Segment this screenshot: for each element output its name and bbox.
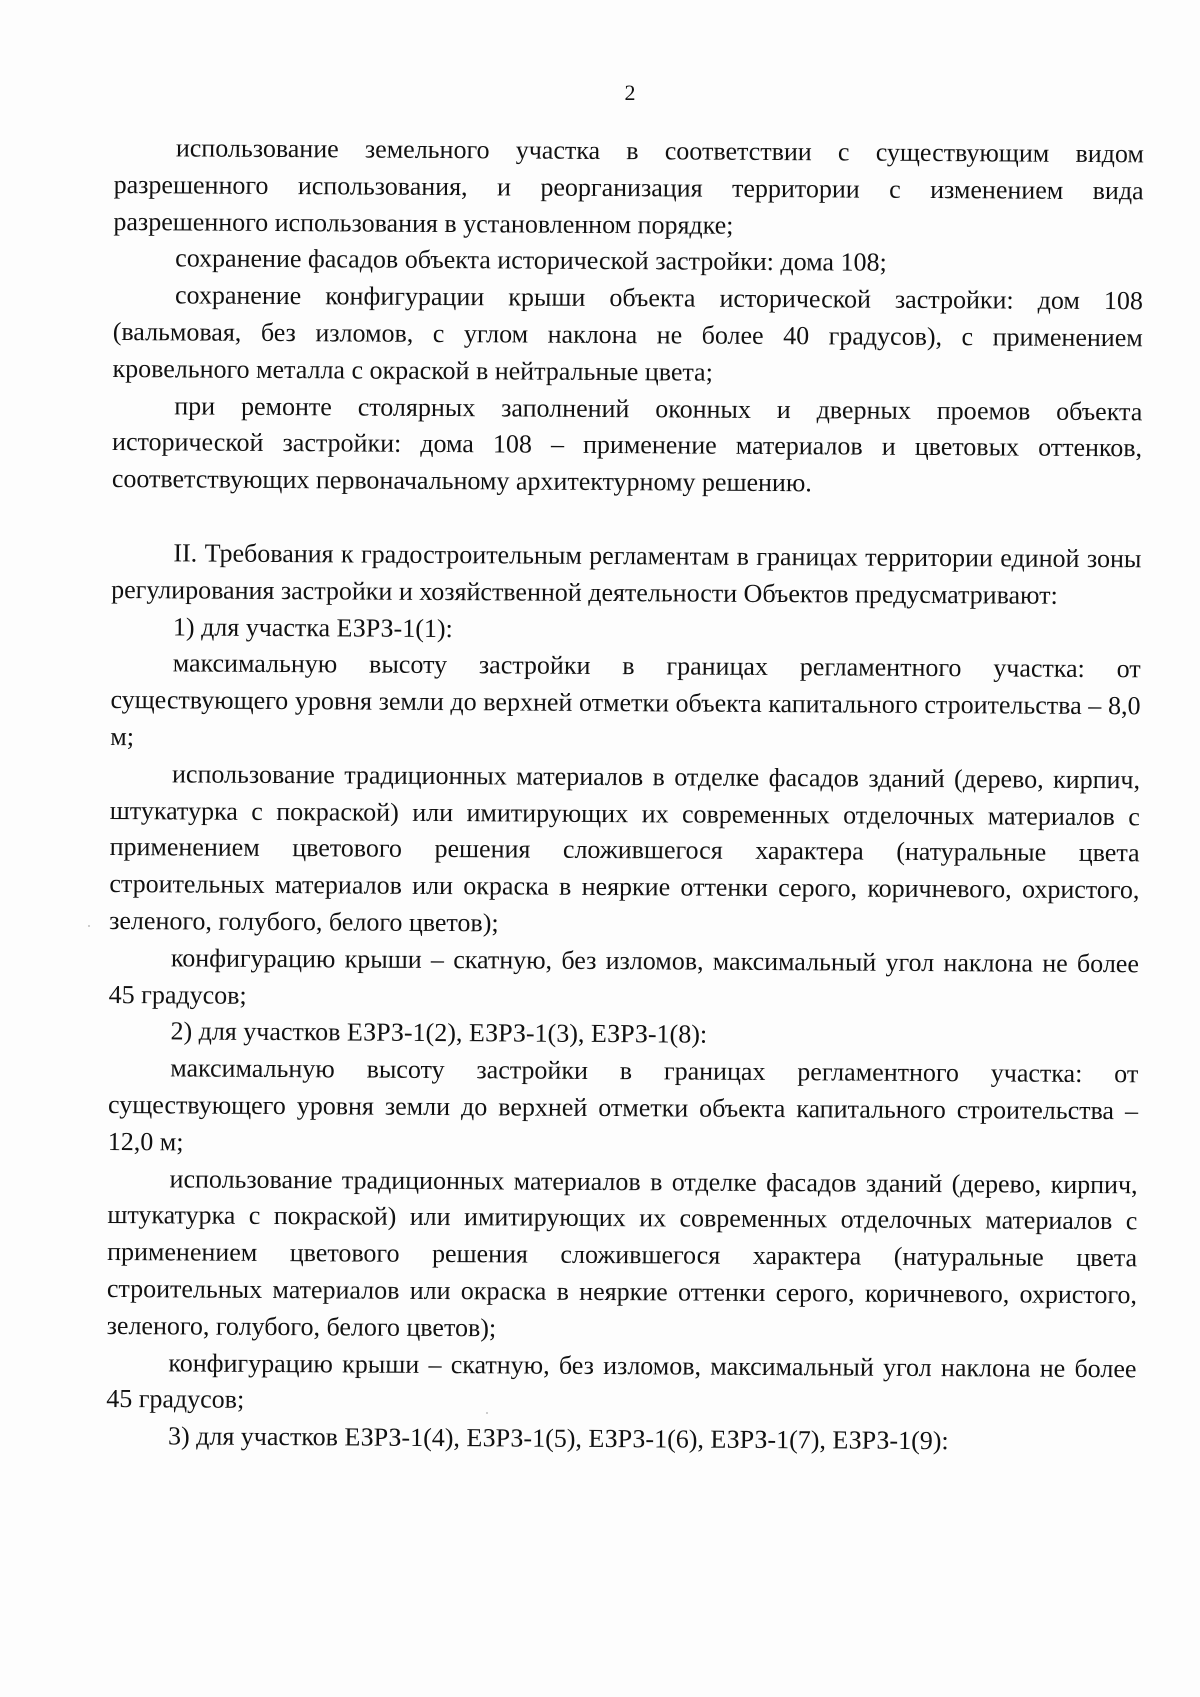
- paragraph-facades: сохранение фасадов объекта исторической застройки: дома 108;: [175, 243, 887, 278]
- paragraph-max-height-2: максимальную высоту застройки в границах регламентного участка: от существующего уровня земли до верхней отметки объекта капитального строительства – 12,0 м;: [107, 1053, 1139, 1157]
- scan-speck: [88, 925, 90, 927]
- paragraph-max-height-1: максимальную высоту застройки в границах регламентного участка: от существующего уровня земли до верхней отметки объекта капитального строительства – 8,0 м;: [110, 648, 1141, 752]
- paragraph-materials-2: использование традиционных материалов в отделке фасадов зданий (дерево, кирпич, штукатурка с покраской) или имитирующих их современных отделочных материалов с применением цветового решения сложившегося характера (натуральные цвета строительных материалов или окраска в неяркие оттенки серого, коричневого, охристого, зеленого, голубого, белого цветов);: [106, 1163, 1138, 1343]
- scan-speck: [486, 1412, 488, 1414]
- paragraph-roof-1: конфигурацию крыши – скатную, без изломов, максимальный угол наклона не более 45 градусов;: [108, 943, 1140, 1010]
- paragraph-roof-configuration: сохранение конфигурации крыши объекта исторической застройки: дом 108 (вальмовая, без изломов, с углом наклона не более 40 градусов), с применением кровельного металла с окраской в нейтральные цвета;: [112, 280, 1144, 387]
- paragraph-roof-2: конфигурацию крыши – скатную, без изломов, максимальный угол наклона не более 45 градусов;: [106, 1347, 1137, 1415]
- paragraph-materials-1: использование традиционных материалов в отделке фасадов зданий (дерево, кирпич, штукатурка с покраской) или имитирующих их современных отделочных материалов с применением цветового решения сложившегося характера (натуральные цвета строительных материалов или окраска в неяркие оттенки серого, коричневого, охристого, зеленого, голубого, белого цветов);: [109, 759, 1141, 938]
- page-number: 2: [624, 80, 636, 105]
- list-item-plot-2: 2) для участков ЕЗРЗ-1(2), ЕЗРЗ-1(3), ЕЗРЗ-1(8):: [170, 1016, 708, 1049]
- list-item-plot-3: 3) для участков ЕЗРЗ-1(4), ЕЗРЗ-1(5), ЕЗРЗ-1(6), ЕЗРЗ-1(7), ЕЗРЗ-1(9):: [167, 1421, 949, 1456]
- paragraph-land-use: использование земельного участка в соответствии с существующим видом разрешенного использования, и реорганизация территории с изменением вида разрешенного использования в установленном порядке;: [113, 133, 1144, 240]
- paragraph-window-repair: при ремонте столярных заполнений оконных и дверных проемов объекта исторической застройки: дома 108 – применение материалов и цветовых оттенков, соответствующих первоначальному архитектурному решению.: [111, 390, 1143, 498]
- document-body: [106, 130, 1144, 1461]
- list-item-plot-1: 1) для участка ЕЗРЗ-1(1):: [172, 611, 453, 643]
- section-heading-requirements: II. Требования к градостроительным регламентам в границах территории единой зоны регулирования застройки и хозяйственной деятельности Объектов предусматривают:: [111, 538, 1142, 610]
